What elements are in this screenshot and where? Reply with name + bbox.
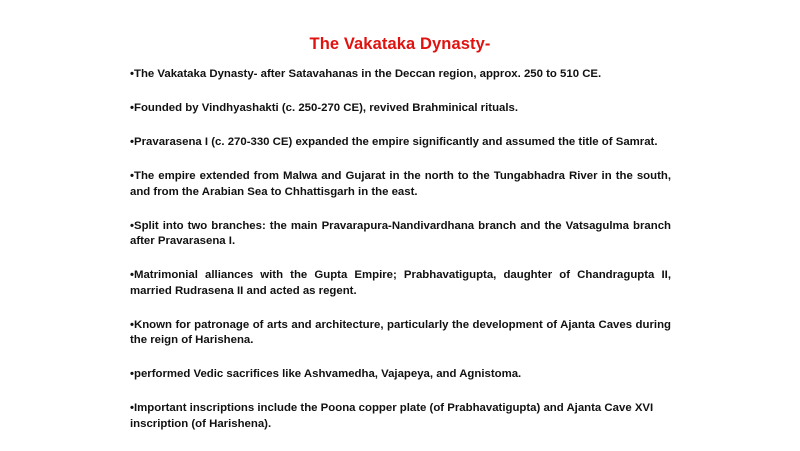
- bullet-list: [130, 67, 671, 451]
- bullet-item: •Pravarasena I (c. 270-330 CE) expanded the empire significantly and assumed the title of Samrat.: [130, 136, 658, 148]
- bullet-item: •Important inscriptions include the Poona copper plate (of Prabhavatigupta) and Ajanta Cave XVI inscription (of Harishena).: [130, 402, 654, 430]
- bullet-item: •performed Vedic sacrifices like Ashvamedha, Vajapeya, and Agnistoma.: [130, 368, 522, 380]
- slide-title: The Vakataka Dynasty-: [309, 35, 491, 53]
- bullet-item: •The empire extended from Malwa and Gujarat in the north to the Tungabhadra River in the south, and from the Arabian Sea to Chhattisgarh in the east.: [130, 170, 671, 198]
- bullet-item: •Known for patronage of arts and architecture, particularly the development of Ajanta Caves during the reign of Harishena.: [130, 318, 671, 346]
- bullet-item: •The Vakataka Dynasty- after Satavahanas in the Deccan region, approx. 250 to 510 CE.: [130, 68, 602, 80]
- bullet-item: •Split into two branches: the main Pravarapura-Nandivardhana branch and the Vatsagulma branch after Pravarasena I.: [130, 219, 671, 247]
- bullet-item: •Founded by Vindhyashakti (c. 250-270 CE), revived Brahminical rituals.: [130, 102, 519, 114]
- bullet-item: •Matrimonial alliances with the Gupta Empire; Prabhavatigupta, daughter of Chandragupta II, married Rudrasena II and acted as regent.: [130, 269, 671, 297]
